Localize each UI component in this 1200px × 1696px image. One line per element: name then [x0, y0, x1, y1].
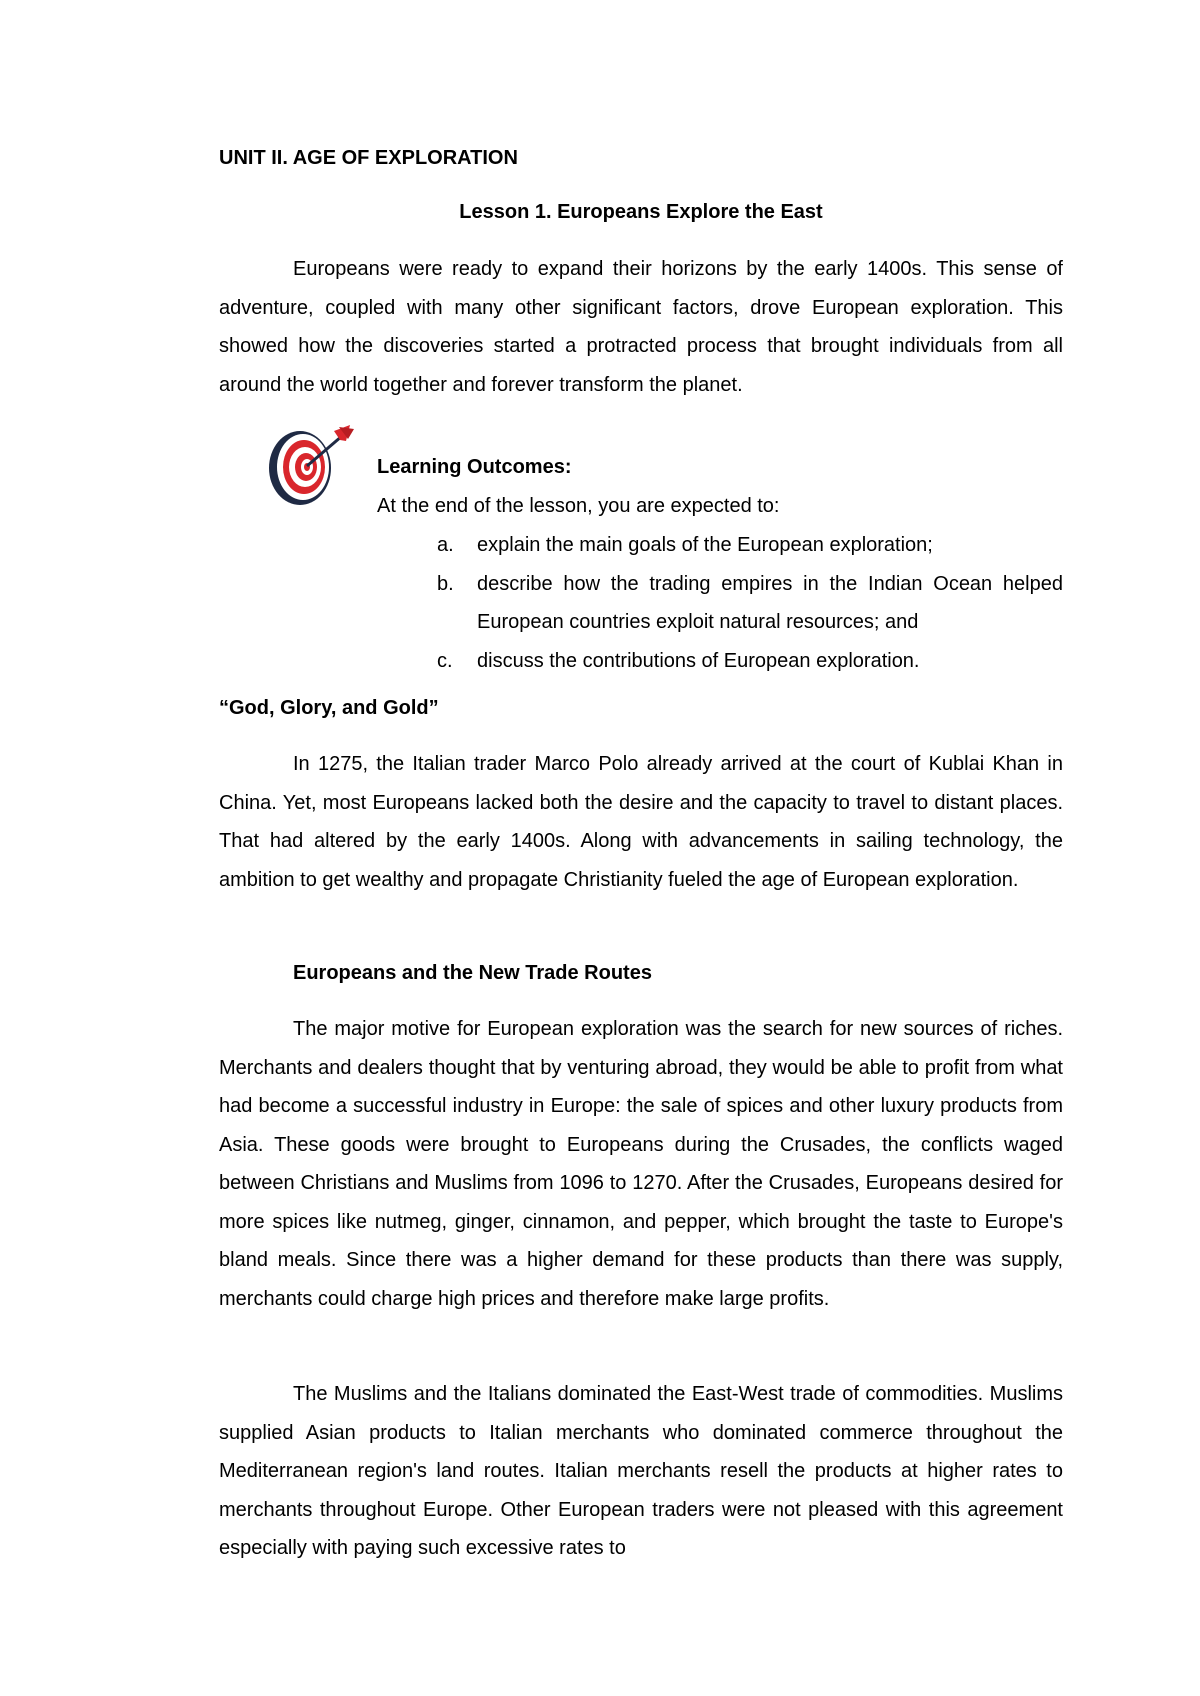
- list-item: [437, 526, 1063, 565]
- trade-routes-paragraph-2: The Muslims and the Italians dominated the East-West trade of commodities. Muslims supplied Asian products to Italian merchants who dominated commerce throughout the Mediterranean region's land routes. Italian merchants resell the products at higher rates to merchants throughout Europe. Other European traders were not pleased with this agreement especially with paying such excessive rates to: [219, 1383, 1063, 1559]
- lesson-title: Lesson 1. Europeans Explore the East: [459, 201, 823, 223]
- list-item-text: discuss the contributions of European exploration.: [477, 649, 920, 672]
- list-item-text: describe how the trading empires in the Indian Ocean helped European countries exploit natural resources; and: [477, 572, 1063, 633]
- target-arrow-icon: [260, 423, 358, 507]
- list-marker: c.: [437, 649, 453, 672]
- trade-routes-paragraph-1: The major motive for European exploration was the search for new sources of riches. Merchants and dealers thought that by venturing abroad, they would be able to profit from what had become a successful industry in Europe: the sale of spices and other luxury products from Asia. These goods were brought to Europeans during the Crusades, the conflicts waged between Christians and Muslims from 1096 to 1270. After the Crusades, Europeans desired for more spices like nutmeg, ginger, cinnamon, and pepper, which brought the taste to Europe's bland meals. Since there was a higher demand for these products than there was supply, merchants could charge high prices and therefore make large profits.: [219, 1018, 1063, 1310]
- list-item: [437, 642, 1063, 681]
- list-marker: a.: [437, 534, 454, 556]
- unit-title: UNIT II. AGE OF EXPLORATION: [219, 147, 518, 169]
- intro-paragraph: Europeans were ready to expand their horizons by the early 1400s. This sense of adventure, coupled with many other significant factors, drove European exploration. This showed how the discoveries started a protracted process that brought individuals from all around the world together and forever transform the planet.: [219, 258, 1063, 396]
- learning-outcomes-title: Learning Outcomes:: [377, 456, 572, 478]
- list-item: [437, 565, 1063, 642]
- section-heading-trade-routes: Europeans and the New Trade Routes: [293, 962, 652, 984]
- section-heading-god-glory-gold: “God, Glory, and Gold”: [219, 697, 439, 719]
- list-marker: b.: [437, 572, 454, 595]
- list-item-text: explain the main goals of the European exploration;: [477, 534, 933, 556]
- god-glory-gold-paragraph: In 1275, the Italian trader Marco Polo already arrived at the court of Kublai Khan in China. Yet, most Europeans lacked both the desire and the capacity to travel to distant places. That had altered by the early 1400s. Along with advancements in sailing technology, the ambition to get wealthy and propagate Christianity fueled the age of European exploration.: [219, 753, 1063, 891]
- learning-outcomes-intro: At the end of the lesson, you are expected to:: [377, 495, 780, 517]
- learning-outcomes-list: [437, 526, 1063, 680]
